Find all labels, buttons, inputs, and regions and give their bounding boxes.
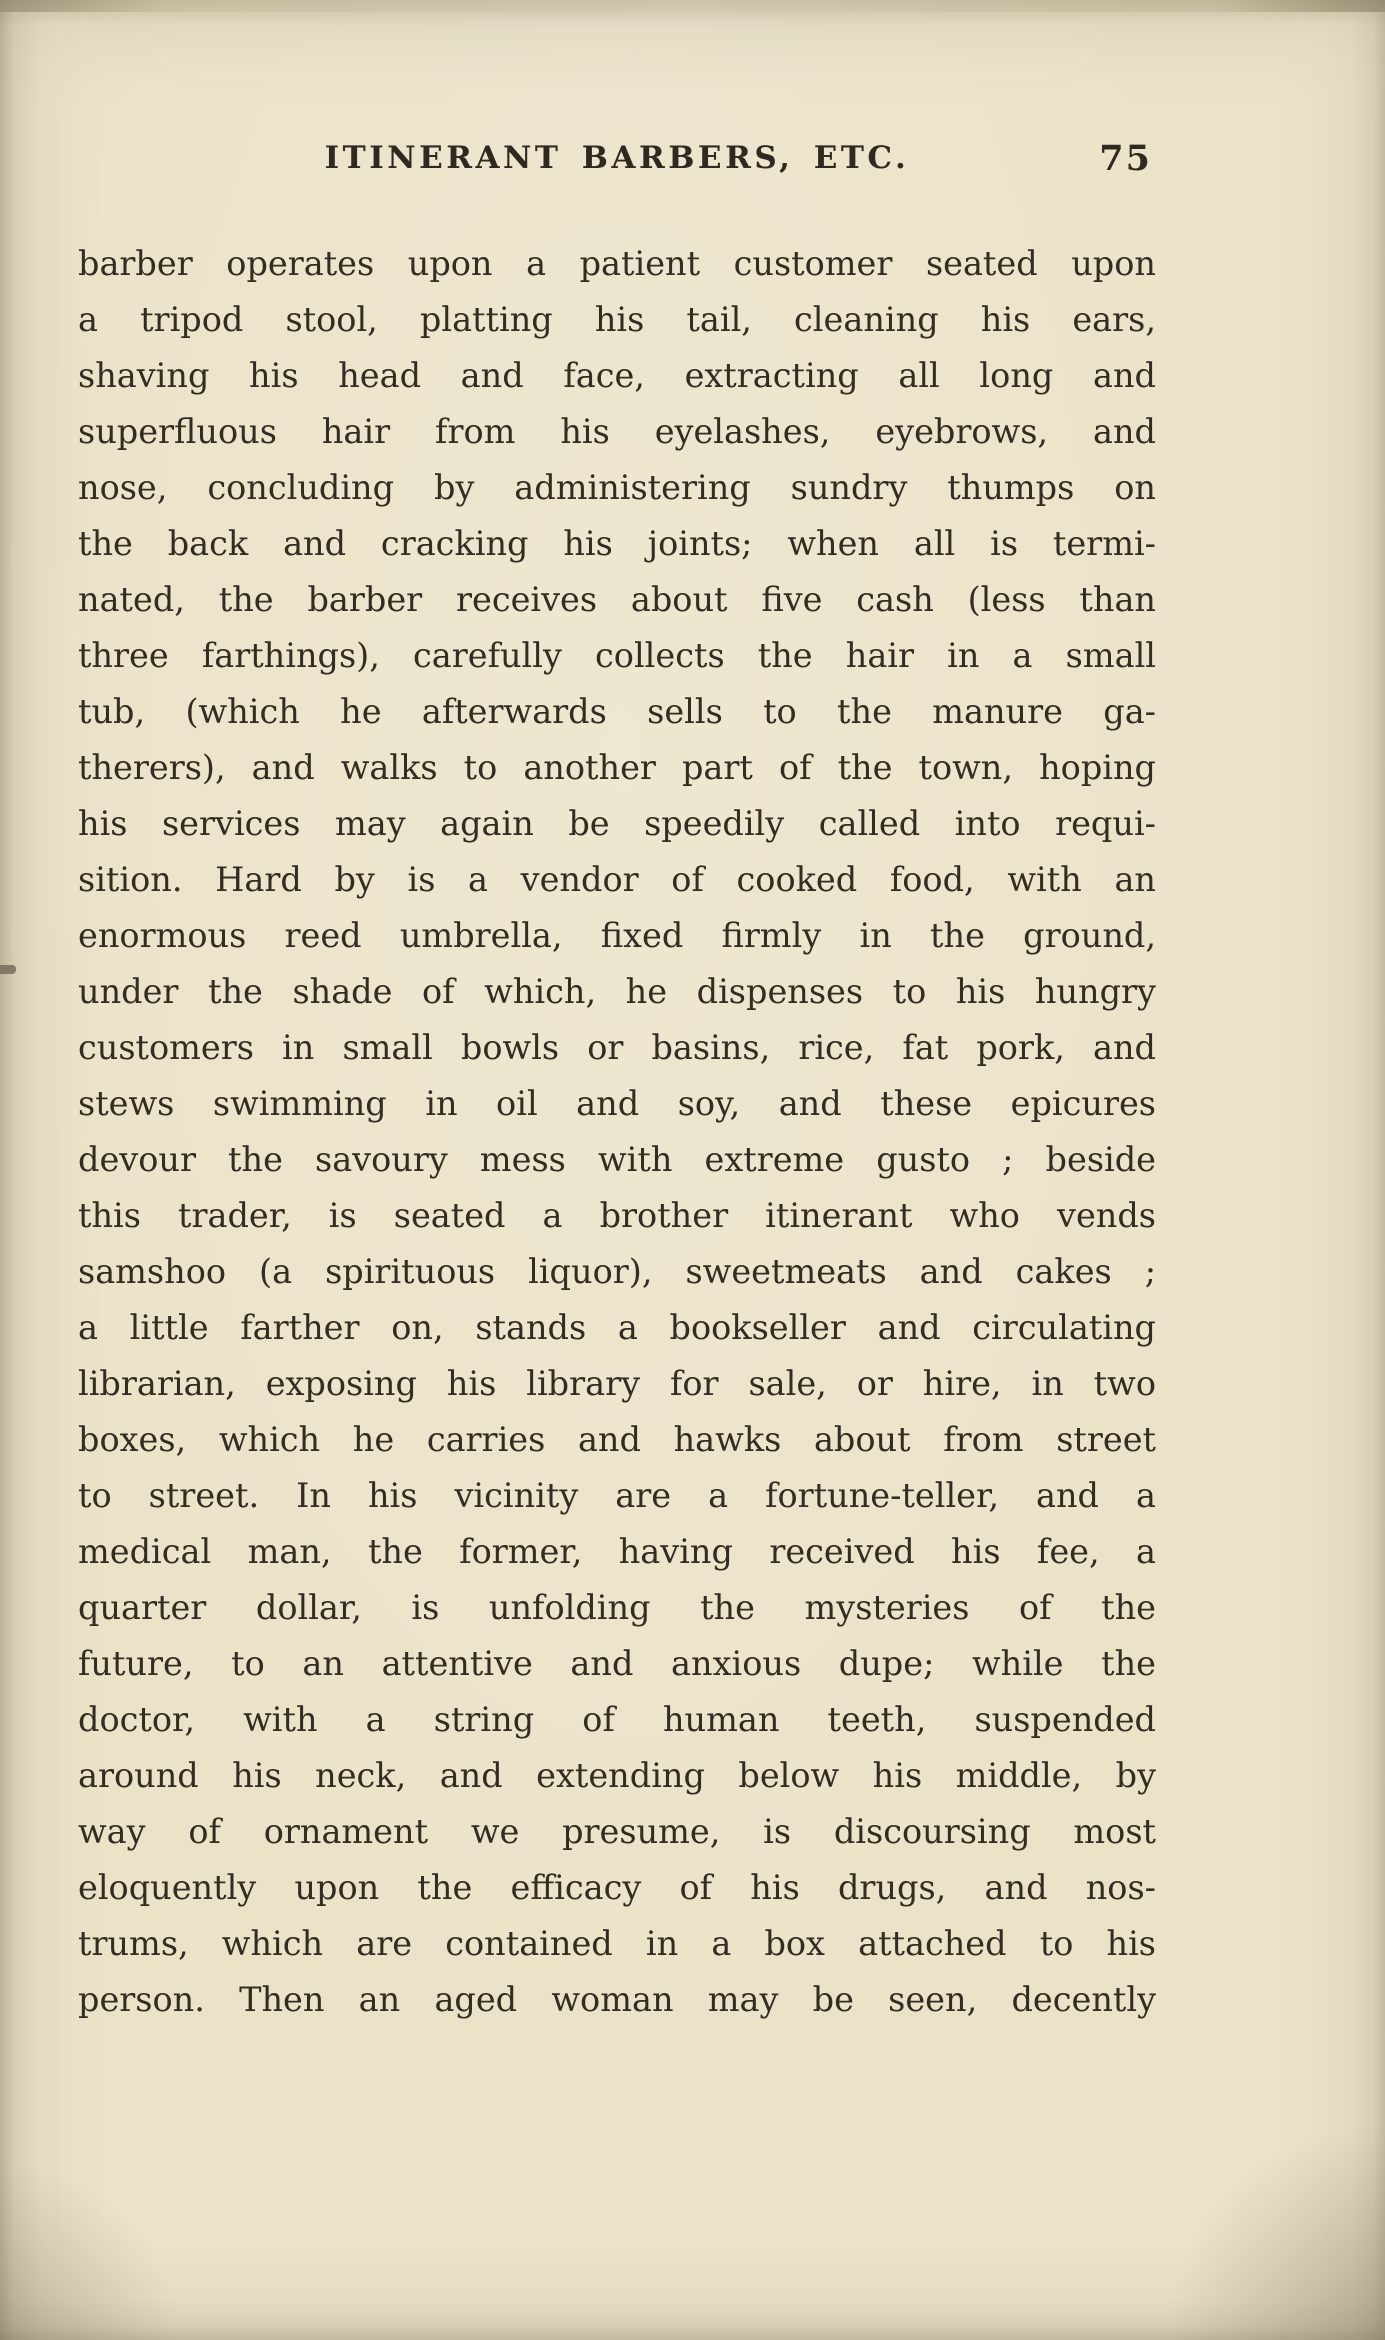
text-line: superfluous hair from his eyelashes, eyebrows, and xyxy=(78,412,1156,451)
text-line: devour the savoury mess with extreme gusto ; beside xyxy=(78,1140,1156,1179)
text-line: eloquently upon the efficacy of his drugs, and nos- xyxy=(78,1868,1156,1907)
text-line: a little farther on, stands a bookseller and circulating xyxy=(78,1308,1156,1347)
text-line: under the shade of which, he dispenses to his hungry xyxy=(78,972,1156,1011)
text-line: nose, concluding by administering sundry thumps on xyxy=(78,468,1156,507)
text-line: the back and cracking his joints; when all is termi- xyxy=(78,524,1156,563)
text-line: three farthings), carefully collects the hair in a small xyxy=(78,636,1156,675)
text-line: stews swimming in oil and soy, and these epicures xyxy=(78,1084,1156,1123)
running-header xyxy=(78,140,1156,192)
body-text-block xyxy=(78,236,1156,2028)
chapter-header-title: ITINERANT BARBERS, ETC. xyxy=(324,140,910,176)
text-line: person. Then an aged woman may be seen, decently xyxy=(78,1980,1156,2019)
text-line: way of ornament we presume, is discoursing most xyxy=(78,1812,1156,1851)
text-line: this trader, is seated a brother itinerant who vends xyxy=(78,1196,1156,1235)
scan-edge-top xyxy=(0,0,1385,12)
text-line: his services may again be speedily called into requi- xyxy=(78,804,1156,843)
page-number: 75 xyxy=(1099,138,1152,179)
text-line: to street. In his vicinity are a fortune-teller, and a xyxy=(78,1476,1156,1515)
text-line: doctor, with a string of human teeth, suspended xyxy=(78,1700,1156,1739)
text-line: shaving his head and face, extracting all long and xyxy=(78,356,1156,395)
text-line: tub, (which he afterwards sells to the manure ga- xyxy=(78,692,1156,731)
text-line: trums, which are contained in a box attached to his xyxy=(78,1924,1156,1963)
text-line: customers in small bowls or basins, rice, fat pork, and xyxy=(78,1028,1156,1067)
text-line: enormous reed umbrella, fixed firmly in the ground, xyxy=(78,916,1156,955)
text-line: medical man, the former, having received his fee, a xyxy=(78,1532,1156,1571)
scan-corner-shadow-bottom-right xyxy=(1165,2120,1385,2340)
page-content xyxy=(78,140,1156,2028)
text-line: nated, the barber receives about five cash (less than xyxy=(78,580,1156,619)
text-line: therers), and walks to another part of the town, hoping xyxy=(78,748,1156,787)
scan-corner-shadow-bottom-left xyxy=(0,2160,180,2340)
text-line: samshoo (a spirituous liquor), sweetmeats and cakes ; xyxy=(78,1252,1156,1291)
text-line: sition. Hard by is a vendor of cooked food, with an xyxy=(78,860,1156,899)
scan-edge-artifact xyxy=(0,965,16,974)
text-line: a tripod stool, platting his tail, cleaning his ears, xyxy=(78,300,1156,339)
text-line: librarian, exposing his library for sale, or hire, in two xyxy=(78,1364,1156,1403)
text-line: around his neck, and extending below his middle, by xyxy=(78,1756,1156,1795)
text-line: future, to an attentive and anxious dupe; while the xyxy=(78,1644,1156,1683)
text-line: barber operates upon a patient customer seated upon xyxy=(78,244,1156,283)
text-line: boxes, which he carries and hawks about from street xyxy=(78,1420,1156,1459)
text-line: quarter dollar, is unfolding the mysteries of the xyxy=(78,1588,1156,1627)
